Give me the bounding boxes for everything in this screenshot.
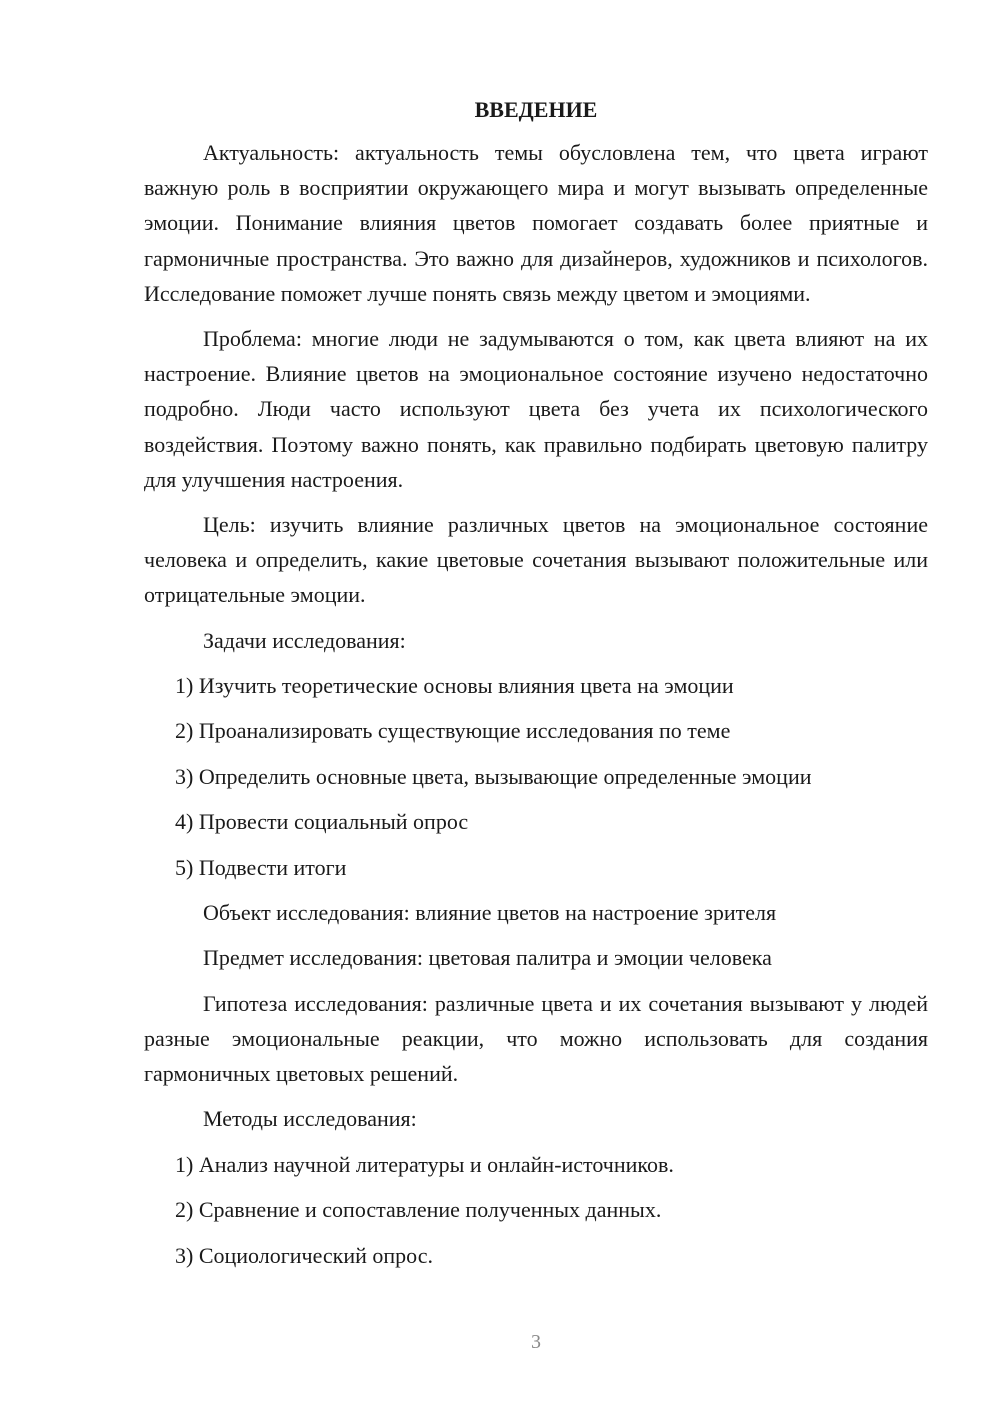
page-number: 3	[531, 1331, 541, 1353]
subject-line: Предмет исследования: цветовая палитра и эмоции человека	[203, 945, 772, 971]
methods-list	[144, 1147, 928, 1273]
list-item: 1) Анализ научной литературы и онлайн-источников.	[175, 1151, 674, 1177]
list-item: 5) Подвести итоги	[175, 854, 347, 880]
problem-paragraph: Проблема: многие люди не задумываются о том, как цвета влияют на их настроение. Влияние цветов на эмоциональное состояние изучено недостаточно подробно. Люди часто используют цвета без учета их психологического воздействия. Поэтому важно понять, как правильно подбирать цветовую палитру для улучшения настроения.	[144, 326, 928, 492]
methods-heading: Методы исследования:	[203, 1106, 417, 1132]
relevance-paragraph: Актуальность: актуальность темы обусловлена тем, что цвета играют важную роль в восприятии окружающего мира и могут вызывать определенные эмоции. Понимание влияния цветов помогает создавать более приятные и гармоничные пространства. Это важно для дизайнеров, художников и психологов. Исследование поможет лучше понять связь между цветом и эмоциями.	[144, 140, 928, 306]
document-page	[144, 92, 928, 1283]
list-item: 4) Провести социальный опрос	[175, 809, 469, 835]
goal-paragraph: Цель: изучить влияние различных цветов на эмоциональное состояние человека и определить, какие цветовые сочетания вызывают положительные или отрицательные эмоции.	[144, 512, 928, 608]
object-line: Объект исследования: влияние цветов на настроение зрителя	[203, 899, 777, 925]
list-item: 2) Проанализировать существующие исследования по теме	[175, 718, 731, 744]
list-item: 1) Изучить теоретические основы влияния цвета на эмоции	[175, 673, 734, 699]
list-item: 3) Социологический опрос.	[175, 1242, 433, 1268]
tasks-heading: Задачи исследования:	[203, 627, 406, 653]
tasks-list	[144, 668, 928, 885]
section-title: ВВЕДЕНИЕ	[474, 97, 598, 122]
hypothesis-paragraph: Гипотеза исследования: различные цвета и их сочетания вызывают у людей разные эмоциональные реакции, что можно использовать для создания гармоничных цветовых решений.	[144, 990, 928, 1087]
list-item: 3) Определить основные цвета, вызывающие определенные эмоции	[175, 763, 812, 789]
list-item: 2) Сравнение и сопоставление полученных данных.	[175, 1197, 662, 1223]
